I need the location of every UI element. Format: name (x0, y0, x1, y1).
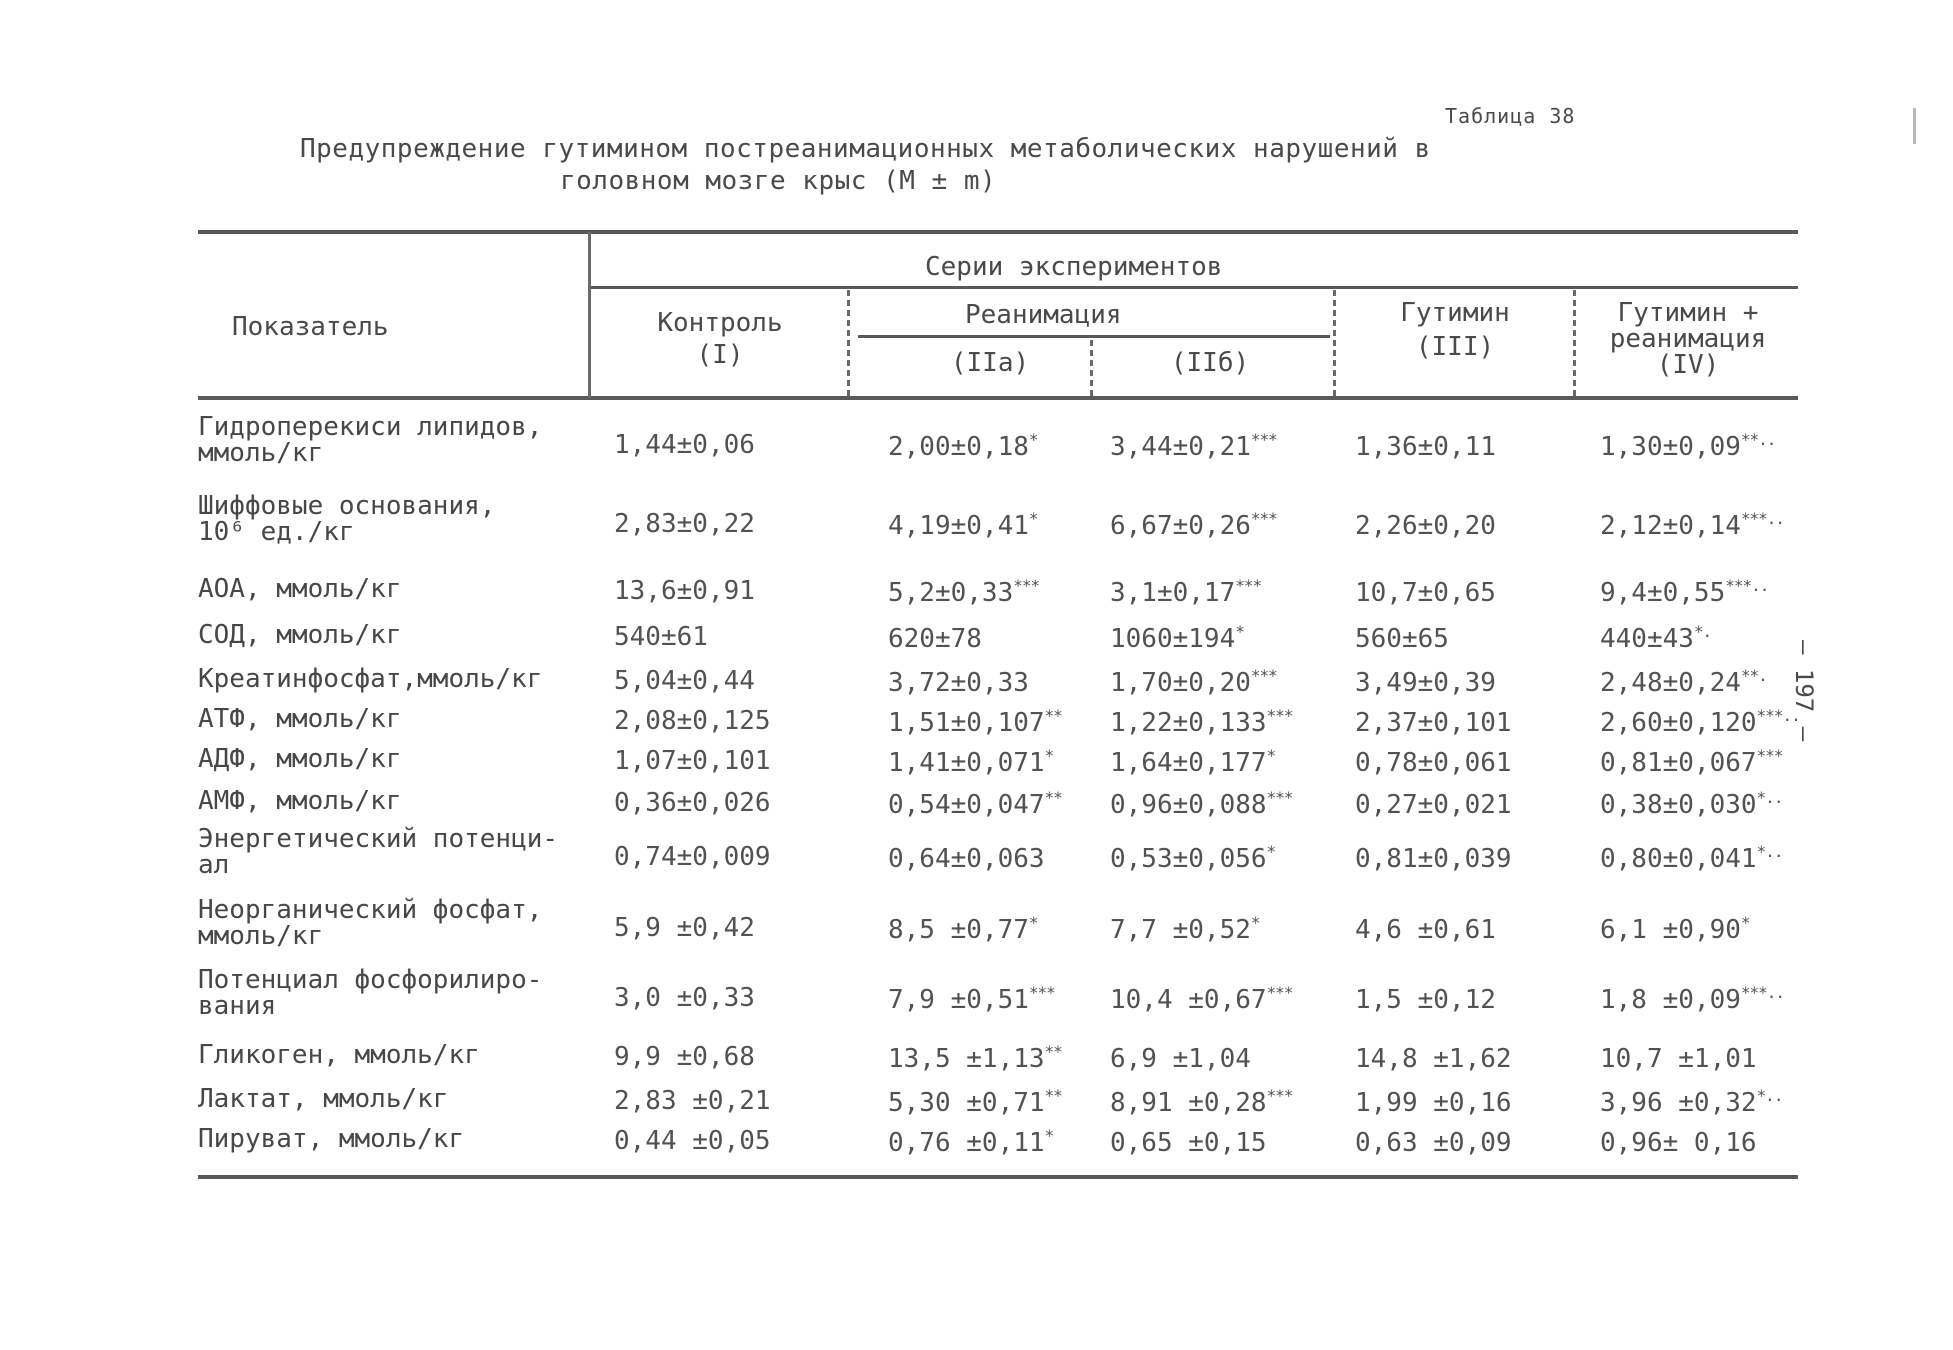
value-text: 0,81±0,067 (1600, 748, 1757, 778)
row-label: Шиффовые основания, 10⁶ ед./кг (198, 491, 496, 547)
significance-mark: ** (1044, 1042, 1062, 1061)
value-cell (888, 1086, 1062, 1118)
value-cell (1110, 1126, 1267, 1158)
indicator-header: Показатель (232, 312, 389, 342)
value-cell (1600, 983, 1784, 1015)
value-cell (614, 913, 755, 943)
value-cell (1110, 622, 1244, 654)
value-cell (1355, 913, 1496, 945)
significance-mark: *** (1266, 1086, 1293, 1105)
value-text: 0,63 ±0,09 (1355, 1128, 1512, 1158)
value-text: 10,7 ±1,01 (1600, 1044, 1757, 1074)
significance-mark: *. (1693, 622, 1712, 641)
value-text: 6,1 ±0,90 (1600, 915, 1741, 945)
value-cell (888, 983, 1055, 1015)
value-cell (614, 509, 755, 539)
value-text: 1,8 ±0,09 (1600, 985, 1741, 1015)
significance-mark: * (1028, 430, 1038, 449)
significance-mark: *** (1266, 706, 1293, 725)
significance-mark: ***.. (1740, 983, 1785, 1002)
header-bottom-rule (198, 396, 1798, 400)
row-label: Лактат, ммоль/кг (198, 1084, 449, 1114)
significance-mark: ** (1044, 706, 1062, 725)
row-label: АДФ, ммоль/кг (198, 744, 402, 774)
value-cell (1600, 576, 1768, 608)
value-cell (614, 576, 755, 606)
value-text: 3,0 ±0,33 (614, 983, 755, 1013)
table-bottom-rule (198, 1175, 1798, 1179)
significance-mark: ***.. (1756, 706, 1800, 725)
value-cell (1110, 788, 1292, 820)
significance-mark: ***.. (1725, 576, 1769, 595)
significance-mark: * (1044, 746, 1054, 765)
value-text: 1,64±0,177 (1110, 748, 1267, 778)
control-divider (847, 290, 850, 398)
value-text: 7,9 ±0,51 (888, 985, 1029, 1015)
value-text: 1,5 ±0,12 (1355, 985, 1496, 1015)
value-cell (1110, 430, 1277, 462)
table-number: Таблица 38 (1445, 104, 1576, 128)
significance-mark: **.. (1740, 430, 1776, 449)
value-cell (614, 430, 755, 460)
value-cell (1110, 1042, 1251, 1074)
value-text: 0,64±0,063 (888, 844, 1045, 874)
value-cell (1355, 788, 1512, 820)
reanimation-sub-divider (1090, 340, 1093, 398)
value-cell (614, 842, 771, 872)
value-cell (1355, 576, 1496, 608)
value-cell (1600, 666, 1767, 698)
value-cell (1355, 430, 1496, 462)
significance-mark: *** (1250, 430, 1277, 449)
value-text: 560±65 (1355, 624, 1449, 654)
significance-mark: ***.. (1740, 509, 1785, 528)
value-cell (1110, 842, 1275, 874)
reanimation-divider (1333, 290, 1336, 398)
value-text: 1,41±0,071 (888, 748, 1045, 778)
value-text: 5,2±0,33 (888, 578, 1014, 608)
value-text: 1060±194 (1110, 624, 1236, 654)
value-cell (1110, 706, 1292, 738)
value-text: 0,80±0,041 (1600, 844, 1757, 874)
significance-mark: *** (1250, 509, 1277, 528)
value-text: 0,27±0,021 (1355, 790, 1512, 820)
significance-mark: *** (1266, 788, 1293, 807)
value-cell (888, 509, 1038, 541)
value-text: 0,74±0,009 (614, 842, 771, 872)
row-label: Энергетический потенци- ал (198, 824, 559, 880)
value-text: 7,7 ±0,52 (1110, 915, 1251, 945)
value-cell (1600, 788, 1782, 820)
row-label: СОД, ммоль/кг (198, 620, 402, 650)
significance-mark: *** (1028, 983, 1055, 1002)
value-cell (1355, 746, 1512, 778)
significance-mark: * (1044, 1126, 1054, 1145)
value-cell (888, 1042, 1062, 1074)
row-label: Гидроперекиси липидов, ммоль/кг (198, 412, 543, 468)
significance-mark: *** (1235, 576, 1262, 595)
value-text: 0,96±0,088 (1110, 790, 1267, 820)
value-cell (614, 1086, 771, 1116)
value-cell (614, 983, 755, 1013)
value-cell (1110, 1086, 1292, 1118)
value-cell (614, 746, 771, 776)
value-cell (1600, 1086, 1782, 1118)
value-cell (1355, 1086, 1512, 1118)
value-cell (1355, 1126, 1512, 1158)
value-text: 3,44±0,21 (1110, 432, 1251, 462)
significance-mark: * (1028, 509, 1038, 528)
value-cell (1110, 576, 1261, 608)
col-reanimation-b-header: (IIб) (1170, 348, 1250, 378)
value-cell (888, 746, 1053, 778)
page-edge-mark (1913, 108, 1916, 144)
significance-mark: * (1266, 746, 1276, 765)
value-text: 9,4±0,55 (1600, 578, 1726, 608)
value-cell (614, 622, 708, 652)
row-label: Неорганический фосфат, ммоль/кг (198, 895, 543, 951)
col-control-header: Контроль (I) (657, 308, 783, 370)
value-text: 0,36±0,026 (614, 788, 771, 818)
value-cell (888, 788, 1062, 820)
indicator-divider (588, 232, 591, 398)
col-reanimation-header: Реанимация (965, 300, 1122, 330)
value-text: 8,5 ±0,77 (888, 915, 1029, 945)
value-cell (614, 666, 755, 696)
value-cell (1600, 622, 1711, 654)
value-text: 1,07±0,101 (614, 746, 771, 776)
value-text: 13,6±0,91 (614, 576, 755, 606)
value-text: 440±43 (1600, 624, 1694, 654)
value-text: 8,91 ±0,28 (1110, 1088, 1267, 1118)
value-text: 4,6 ±0,61 (1355, 915, 1496, 945)
value-text: 5,04±0,44 (614, 666, 755, 696)
value-cell (888, 666, 1029, 698)
value-text: 1,44±0,06 (614, 430, 755, 460)
series-rule (590, 286, 1798, 289)
col-reanimation-a-header: (IIа) (950, 348, 1030, 378)
value-cell (614, 1042, 755, 1072)
value-text: 2,00±0,18 (888, 432, 1029, 462)
value-text: 620±78 (888, 624, 982, 654)
value-text: 0,96± 0,16 (1600, 1128, 1757, 1158)
table-top-rule (198, 230, 1798, 234)
significance-mark: * (1028, 913, 1038, 932)
value-text: 5,30 ±0,71 (888, 1088, 1045, 1118)
value-cell (1600, 913, 1750, 945)
significance-mark: * (1250, 913, 1260, 932)
significance-mark: * (1740, 913, 1750, 932)
value-cell (1355, 706, 1512, 738)
value-cell (888, 913, 1038, 945)
value-cell (1600, 746, 1782, 778)
value-text: 0,65 ±0,15 (1110, 1128, 1267, 1158)
value-cell (1355, 842, 1512, 874)
row-label: Креатинфосфат,ммоль/кг (198, 664, 543, 694)
value-text: 3,96 ±0,32 (1600, 1088, 1757, 1118)
value-cell (1600, 509, 1784, 541)
value-text: 6,9 ±1,04 (1110, 1044, 1251, 1074)
value-cell (888, 842, 1045, 874)
value-cell (1110, 666, 1277, 698)
value-text: 0,81±0,039 (1355, 844, 1512, 874)
value-cell (1600, 1042, 1757, 1074)
value-text: 3,49±0,39 (1355, 668, 1496, 698)
row-label: Потенциал фосфорилиро- вания (198, 965, 543, 1021)
value-text: 2,83 ±0,21 (614, 1086, 771, 1116)
value-cell (888, 430, 1038, 462)
value-text: 1,36±0,11 (1355, 432, 1496, 462)
value-text: 9,9 ±0,68 (614, 1042, 755, 1072)
significance-mark: *** (1756, 746, 1783, 765)
significance-mark: *.. (1756, 842, 1783, 861)
value-cell (1355, 983, 1496, 1015)
value-text: 0,38±0,030 (1600, 790, 1757, 820)
value-text: 0,54±0,047 (888, 790, 1045, 820)
value-text: 10,7±0,65 (1355, 578, 1496, 608)
value-cell (1110, 983, 1292, 1015)
significance-mark: *.. (1756, 788, 1783, 807)
value-text: 0,78±0,061 (1355, 748, 1512, 778)
significance-mark: ** (1044, 1086, 1062, 1105)
value-cell (1355, 622, 1449, 654)
value-text: 1,51±0,107 (888, 708, 1045, 738)
value-cell (1600, 1126, 1757, 1158)
table-title-line2: головном мозге крыс (М ± m) (560, 166, 997, 196)
significance-mark: * (1235, 622, 1244, 641)
value-text: 3,72±0,33 (888, 668, 1029, 698)
gutimin-divider (1573, 290, 1576, 398)
value-text: 2,12±0,14 (1600, 511, 1741, 541)
series-header: Серии экспериментов (925, 252, 1223, 282)
row-label: АМФ, ммоль/кг (198, 786, 402, 816)
row-label: Пируват, ммоль/кг (198, 1124, 465, 1154)
value-cell (888, 706, 1062, 738)
value-text: 2,26±0,20 (1355, 511, 1496, 541)
value-text: 6,67±0,26 (1110, 511, 1251, 541)
value-text: 0,44 ±0,05 (614, 1126, 771, 1156)
value-cell (1600, 706, 1800, 738)
value-cell (1355, 509, 1496, 541)
col-gutimin-reanim-header: Гутимин + реанимация (IV) (1609, 298, 1767, 380)
value-text: 14,8 ±1,62 (1355, 1044, 1512, 1074)
col-gutimin-header: Гутимин (III) (1400, 298, 1510, 362)
value-text: 13,5 ±1,13 (888, 1044, 1045, 1074)
reanimation-rule (858, 335, 1330, 338)
value-cell (1110, 746, 1275, 778)
row-label: АТФ, ммоль/кг (198, 704, 402, 734)
row-label: АОА, ммоль/кг (198, 574, 402, 604)
value-cell (888, 576, 1039, 608)
value-cell (614, 788, 771, 818)
value-text: 10,4 ±0,67 (1110, 985, 1267, 1015)
value-cell (1600, 430, 1775, 462)
significance-mark: *** (1250, 666, 1277, 685)
value-cell (1355, 1042, 1512, 1074)
value-cell (1355, 666, 1496, 698)
value-text: 0,53±0,056 (1110, 844, 1267, 874)
value-cell (888, 622, 982, 654)
value-cell (614, 706, 771, 736)
value-text: 4,19±0,41 (888, 511, 1029, 541)
value-text: 1,30±0,09 (1600, 432, 1741, 462)
significance-mark: **. (1740, 666, 1767, 685)
page-number: – 197 – (1790, 640, 1818, 742)
value-text: 540±61 (614, 622, 708, 652)
significance-mark: * (1266, 842, 1276, 861)
value-cell (888, 1126, 1053, 1158)
table-title-line1: Предупреждение гутимином постреанимационных метаболических нарушений в (300, 134, 1431, 164)
value-text: 2,83±0,22 (614, 509, 755, 539)
value-text: 1,70±0,20 (1110, 668, 1251, 698)
value-text: 3,1±0,17 (1110, 578, 1236, 608)
significance-mark: *.. (1756, 1086, 1783, 1105)
value-text: 1,99 ±0,16 (1355, 1088, 1512, 1118)
value-text: 1,22±0,133 (1110, 708, 1267, 738)
value-text: 2,48±0,24 (1600, 668, 1741, 698)
significance-mark: *** (1013, 576, 1040, 595)
significance-mark: ** (1044, 788, 1062, 807)
value-text: 2,08±0,125 (614, 706, 771, 736)
value-text: 2,37±0,101 (1355, 708, 1512, 738)
row-label: Гликоген, ммоль/кг (198, 1040, 480, 1070)
value-cell (1110, 509, 1277, 541)
value-text: 5,9 ±0,42 (614, 913, 755, 943)
value-text: 0,76 ±0,11 (888, 1128, 1045, 1158)
value-cell (614, 1126, 771, 1156)
significance-mark: *** (1266, 983, 1293, 1002)
value-text: 2,60±0,120 (1600, 708, 1757, 738)
value-cell (1110, 913, 1260, 945)
value-cell (1600, 842, 1782, 874)
